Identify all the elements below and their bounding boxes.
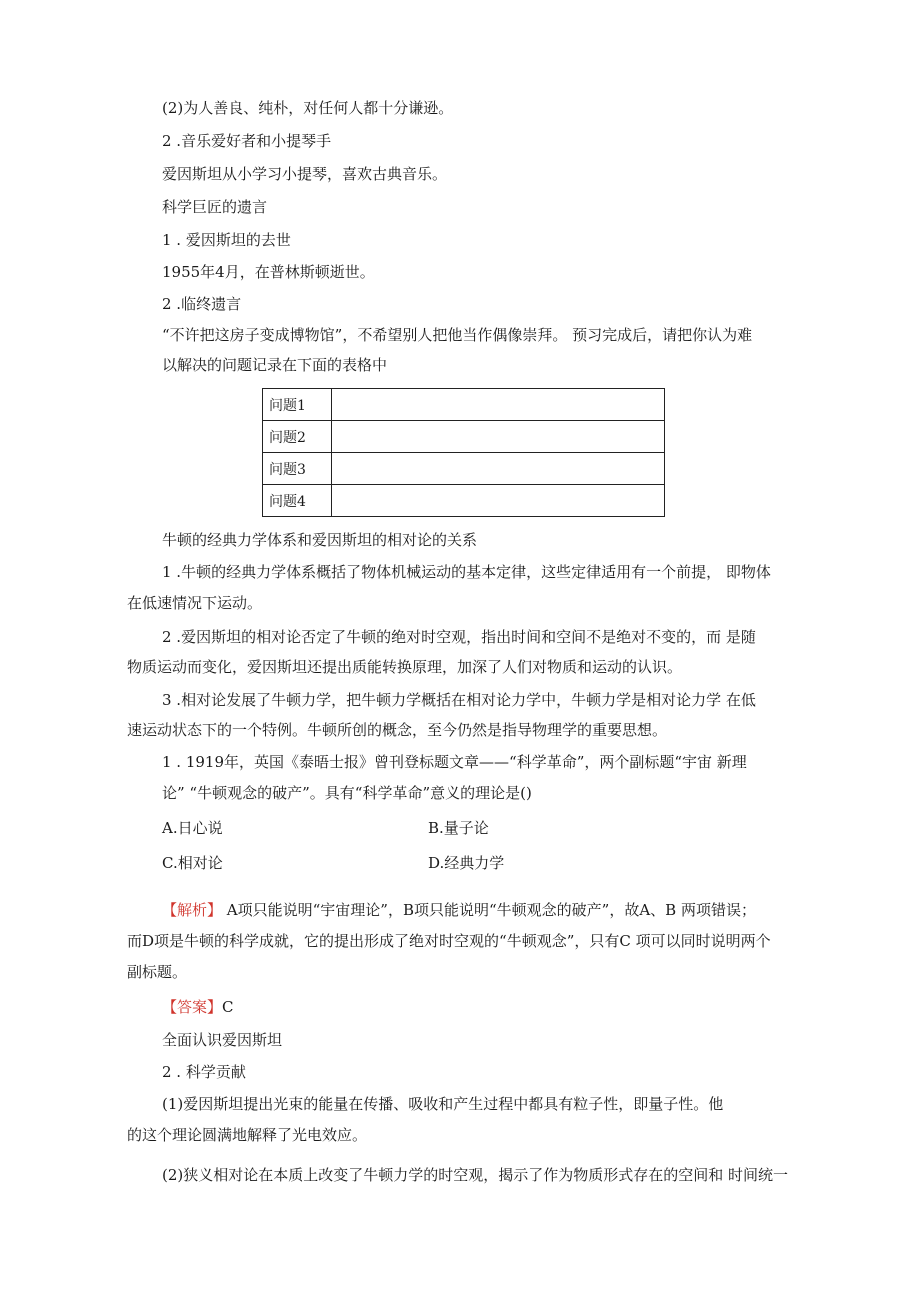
table-cell-label: 问题4 [263,485,332,517]
table-cell-value [332,485,665,517]
text-line: 副标题。 [127,963,188,981]
answer-tag: 【答案】 [162,998,223,1016]
text-line: 爱因斯坦从小学习小提琴，喜欢古典音乐。 [162,165,448,183]
table-row [263,485,665,517]
analysis-line [162,900,756,920]
text-line: 而D项是牛顿的科学成就，它的提出形成了绝对时空观的“牛顿观念”，只有C 项可以同时说明两个 [127,932,771,950]
section-title: 科学巨匠的遗言 [162,198,268,216]
text-line: 1 .牛顿的经典力学体系概括了物体机械运动的基本定律，这些定律适用有一个前提， 即物体 [162,563,771,581]
table-cell-label: 问题1 [263,389,332,421]
option-d: D.经典力学 [428,854,505,872]
text-line: 在低速情况下运动。 [127,594,263,612]
table-cell-label: 问题3 [263,453,332,485]
text-line: 物质运动而变化，爱因斯坦还提出质能转换原理，加深了人们对物质和运动的认识。 [127,658,683,676]
option-b: B.量子论 [428,819,489,837]
text-line: 以解决的问题记录在下面的表格中 [162,356,388,374]
table-row [263,453,665,485]
section-heading: 2 .音乐爱好者和小提琴手 [162,132,332,150]
section-heading: 1 . 爱因斯坦的去世 [162,231,291,249]
table-cell-value [332,453,665,485]
text-line: “不许把这房子变成博物馆”，不希望别人把他当作偶像崇拜。 预习完成后，请把你认为难 [162,326,753,344]
section-title: 全面认识爱因斯坦 [162,1031,283,1049]
table-row [263,421,665,453]
table-cell-value [332,421,665,453]
section-heading: 2 . 科学贡献 [162,1063,246,1081]
text-line: 的这个理论圆满地解释了光电效应。 [127,1126,368,1144]
text-line: 速运动状态下的一个特例。牛顿所创的概念，至今仍然是指导物理学的重要思想。 [127,721,668,739]
text-line: (2)为人善良、纯朴，对任何人都十分谦逊。 [162,99,454,117]
answer-line [162,997,234,1017]
text-line: (1)爱因斯坦提出光束的能量在传播、吸收和产生过程中都具有粒子性，即量子性。他 [162,1095,724,1113]
analysis-tag: 【解析】 [162,901,223,919]
text-line: (2)狭义相对论在本质上改变了牛顿力学的时空观，揭示了作为物质形式存在的空间和 时间统一 [162,1166,789,1184]
table-cell-label: 问题2 [263,421,332,453]
text-line: 1955年4月，在普林斯顿逝世。 [162,263,375,281]
text-line: 2 .爱因斯坦的相对论否定了牛顿的绝对时空观，指出时间和空间不是绝对不变的，而 是随 [162,628,756,646]
option-c: C.相对论 [162,854,223,872]
section-title: 牛顿的经典力学体系和爱因斯坦的相对论的关系 [162,531,478,549]
analysis-text: A项只能说明“宇宙理论”，B项只能说明“牛顿观念的破产”，故A、B 两项错误； [222,901,756,919]
table-row [263,389,665,421]
question-text: 1 . 1919年，英国《泰晤士报》曾刊登标题文章——“科学革命”，两个副标题“宇宙 新理 [162,753,747,771]
question-text: 论” “牛顿观念的破产”。具有“科学革命”意义的理论是() [162,784,532,802]
text-line: 3 .相对论发展了牛顿力学，把牛顿力学概括在相对论力学中，牛顿力学是相对论力学 在低 [162,691,756,709]
table-cell-value [332,389,665,421]
question-table [262,388,665,517]
section-heading: 2 .临终遗言 [162,295,242,313]
option-a: A.日心说 [162,819,223,837]
answer-value: C [222,998,234,1016]
